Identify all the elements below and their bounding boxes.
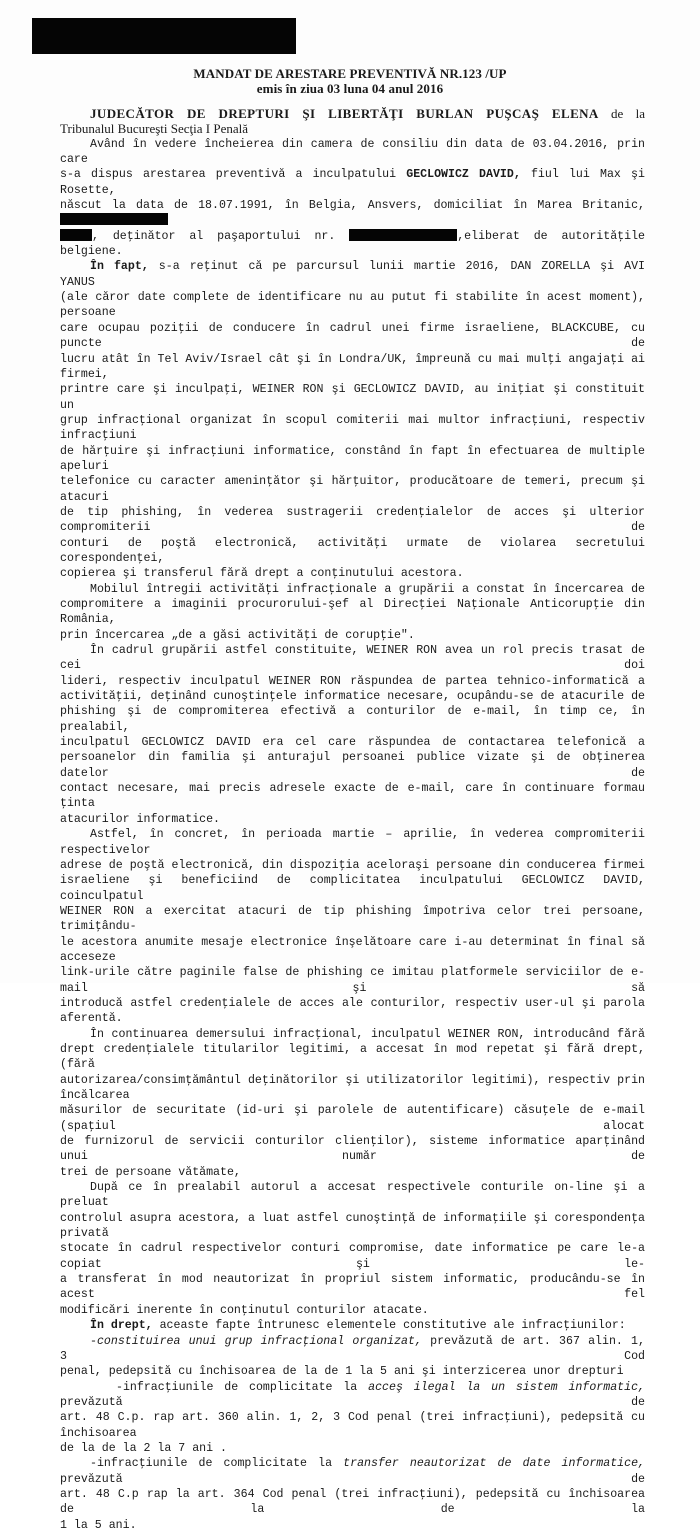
facts-line: grup infracţional organizat în scopul comiterii mai multor infracţiuni, respectiv infracţiuni bbox=[60, 413, 645, 443]
continuation-line: de furnizorul de servicii conturilor clienţilor), sisteme informatice aparţinând unui număr de bbox=[60, 1135, 645, 1164]
facts-line: lucru atât în Tel Aviv/Israel cât şi în Londra/UK, împreună cu mai mulţi angajaţi ai firmei, bbox=[60, 352, 645, 381]
roles-line: lideri, respectiv inculpatul WEINER RON răspundea de partea tehnico-informatică a bbox=[60, 674, 645, 688]
court-name: Tribunalul Bucureşti Secţia I Penală bbox=[60, 121, 248, 137]
redacted-address-cont bbox=[60, 229, 92, 241]
law-item-2-cont: de la de la 2 la 7 ani . bbox=[60, 1441, 227, 1455]
facts-line: printre care şi inculpaţi, WEINER RON şi GECLOWICZ DAVID, au iniţiat şi constituit un bbox=[60, 383, 645, 412]
redacted-address bbox=[60, 213, 168, 225]
concrete-line: WEINER RON a exercitat atacuri de tip phishing împotriva celor trei persoane, trimiţându- bbox=[60, 904, 645, 934]
concrete-line: le acestora anumite mesaje electronice înşelătoare care i-au determinat în final să acceseze bbox=[60, 935, 645, 964]
motive-line: compromitere a imaginii procurorului-şef al Direcţiei Naţionale Anticorupţie din România, bbox=[60, 598, 645, 627]
continuation-line: drept credenţialele titularilor legitimi, a accesat în mod repetat şi fără drept, (fără bbox=[60, 1042, 645, 1072]
facts-line: de tip phishing, în vederea sustragerii credenţialelor de acces şi ulterior compromiterii de bbox=[60, 505, 645, 535]
judge-name: JUDECĂTOR DE DREPTURI ŞI LIBERTĂŢI BURLAN PUŞCAŞ ELENA bbox=[90, 106, 599, 121]
concrete-line: adrese de poştă electronică, din dispoziţia aceloraşi persoane din conducerea firmei bbox=[60, 858, 645, 872]
document-body bbox=[60, 106, 645, 1533]
intro-line: s-a dispus arestarea preventivă a inculpatului GECLOWICZ DAVID, fiul lui Max şi Rosette, bbox=[60, 168, 645, 197]
concrete-line: link-urile către paginile false de phishing ce imitau platformele serviciilor de e-mail şi să bbox=[60, 966, 645, 995]
intro-line: născut la data de 18.07.1991, în Belgia, Ansvers, domiciliat în Marea Britanic, bbox=[60, 198, 645, 229]
document-title: MANDAT DE ARESTARE PREVENTIVĂ NR.123 /UP bbox=[193, 66, 507, 81]
intro-line: Având în vedere încheierea din camera de consiliu din data de 03.04.2016, prin care bbox=[60, 137, 645, 167]
motive-line: prin încercarea „de a găsi activităţi de corupţie". bbox=[60, 628, 415, 642]
law-item-3-cont: art. 48 C.p rap la art. 364 Cod penal (trei infracţiuni), pedepsită cu închisoarea de la de la bbox=[60, 1487, 645, 1517]
facts-label: În fapt, bbox=[90, 260, 149, 274]
defendant-name: GECLOWICZ DAVID, bbox=[406, 168, 521, 182]
law-item-1: -constituirea unui grup infracţional organizat, prevăzută de art. 367 alin. 1, 3 Cod bbox=[60, 1334, 645, 1363]
after-line: a transferat în mod neautorizat în propriul sistem informatic, producându-se în acest fel bbox=[60, 1273, 645, 1302]
law-line: În drept, aceaste fapte întrunesc elementele constitutive ale infracţiunilor: bbox=[90, 1319, 626, 1333]
roles-line: phishing şi de compromiterea efectivă a conturilor de e-mail, în timp ce, în prealabil, bbox=[60, 705, 645, 734]
law-label: În drept, bbox=[90, 1319, 153, 1333]
continuation-line: În continuarea demersului infracţional, inculpatul WEINER RON, introducând fără bbox=[90, 1027, 645, 1041]
concrete-line: israeliene şi beneficiind de complicitatea inculpatului GECLOWICZ DAVID, coinculpatul bbox=[60, 874, 645, 903]
law-item-2: -infracţiunile de complicitate la acceş ilegal la un sistem informatic, prevăzută de bbox=[60, 1380, 645, 1409]
continuation-line: trei de persoane vătămate, bbox=[60, 1165, 241, 1179]
roles-line: activităţii, deţinând cunoştinţele informatice necesare, ocupându-se de atacurile de bbox=[60, 690, 645, 704]
after-line: stocate în cadrul respectivelor conturi compromise, date informatice pe care le-a copiat şi le- bbox=[60, 1242, 645, 1271]
intro-line: , deţinător al paşaportului nr. ,eliberat de autorităţile belgiene. bbox=[60, 229, 645, 259]
roles-line: persoanelor din familia şi anturajul persoanei publice vizate şi de obţinerea datelor de bbox=[60, 751, 645, 780]
motive-line: Mobilul întregii activităţi infracţionale a grupării a constat în încercarea de bbox=[90, 582, 645, 596]
facts-line: copierea şi transferul fără drept a conţinutului acestora. bbox=[60, 567, 464, 581]
law-item-2-cont: art. 48 C.p. rap art. 360 alin. 1, 2, 3 Cod penal (trei infracţiuni), pedepsită cu închisoarea bbox=[60, 1411, 645, 1440]
facts-line: conturi de poştă electronică, activităţi urmate de violarea secretului corespondenţei, bbox=[60, 536, 645, 565]
concrete-line: introducă astfel credenţialele de acces ale conturilor, respectiv user-ul şi parola aferentă. bbox=[60, 996, 645, 1026]
facts-line: În fapt, s-a reţinut că pe parcursul lunii martie 2016, DAN ZORELLA şi AVI YANUS bbox=[60, 260, 645, 289]
facts-line: de hărţuire şi infracţiuni informatice, constând în fapt în efectuarea de multiple apeluri bbox=[60, 444, 645, 473]
offence-term: acceş ilegal la un sistem informatic, bbox=[368, 1380, 645, 1394]
roles-line: atacurilor informatice. bbox=[60, 812, 221, 826]
after-line: După ce în prealabil autorul a accesat respectivele conturile on-line şi a preluat bbox=[60, 1181, 645, 1210]
court-suffix: de la bbox=[611, 106, 645, 121]
concrete-line: Astfel, în concret, în perioada martie – aprilie, în vederea compromiterii respectivelor bbox=[60, 828, 645, 857]
facts-line: care ocupau poziţii de conducere în cadrul unei firme israeliene, BLACKCUBE, cu puncte de bbox=[60, 321, 645, 351]
after-line: controlul asupra acestora, a luat astfel cunoştinţă de informaţiile şi corespondenţa privată bbox=[60, 1211, 645, 1241]
facts-line: telefonice cu caracter ameninţător şi hărţuitor, producătoare de temeri, precum şi atacuri bbox=[60, 475, 645, 504]
law-item-3-cont: 1 la 5 ani. bbox=[60, 1518, 137, 1532]
after-line: modificări inerente în conţinutul conturilor atacate. bbox=[60, 1303, 429, 1317]
roles-line: inculpatul GECLOWICZ DAVID era cel care răspundea de contactarea telefonică a bbox=[60, 736, 645, 750]
law-item-3: -infracţiunile de complicitate la transfer neautorizat de date informatice, prevăzută de bbox=[60, 1457, 645, 1486]
redacted-header-block bbox=[32, 18, 296, 54]
offence-term: constituirea unui grup infracţional organizat, bbox=[96, 1334, 422, 1348]
facts-line: (ale căror date complete de identificare nu au putut fi stabilite în acest moment), persoane bbox=[60, 291, 645, 320]
judge-line bbox=[60, 106, 645, 121]
roles-line: contact necesare, mai precis adresele exacte de e-mail, care în continuare formau ţinta bbox=[60, 782, 645, 811]
continuation-line: autorizarea/consimţământul deţinătorilor şi utilizatorilor legitimi), respectiv prin încălcarea bbox=[60, 1073, 645, 1102]
continuation-line: măsurilor de securitate (id-uri şi parolele de autentificare) căsuţele de e-mail (spaţiul alocat bbox=[60, 1104, 645, 1133]
redacted-passport-number bbox=[349, 229, 457, 241]
roles-line: În cadrul grupării astfel constituite, WEINER RON avea un rol precis trasat de cei doi bbox=[60, 644, 645, 673]
offence-term: transfer neautorizat de date informatice, bbox=[343, 1457, 645, 1471]
document-subtitle: emis în ziua 03 luna 04 anul 2016 bbox=[256, 81, 444, 96]
law-item-1-cont: penal, pedepsită cu închisoarea de la de 1 la 5 ani şi interzicerea unor drepturi bbox=[60, 1365, 624, 1379]
